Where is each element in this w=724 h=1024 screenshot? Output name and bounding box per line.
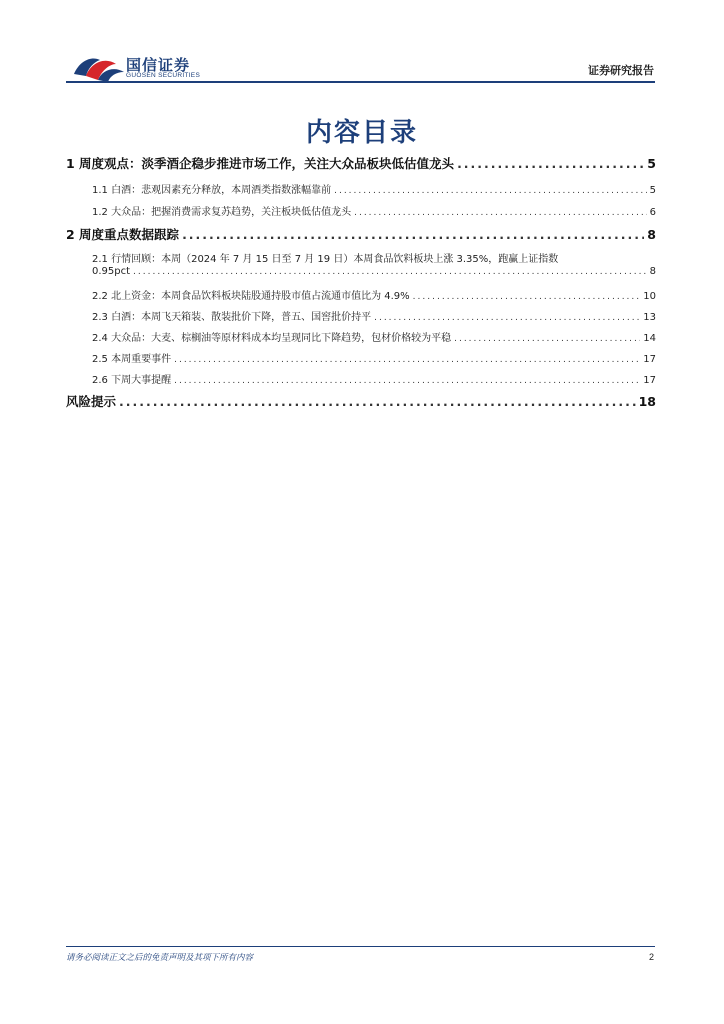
toc-entry-label: 2.4 大众品：大麦、棕榈油等原材料成本均呈现同比下降趋势，包材价格较为平稳 bbox=[92, 333, 452, 344]
brand-name-cn: 国信证券 bbox=[126, 56, 191, 74]
footer-divider bbox=[66, 946, 655, 947]
dot-leader bbox=[354, 208, 647, 218]
toc-entry-label: 2.6 下周大事提醒 bbox=[92, 375, 172, 386]
toc-entry-label: 风险提示 bbox=[66, 394, 117, 409]
page-number: 2 bbox=[648, 952, 654, 962]
toc-entry-page: 17 bbox=[643, 375, 656, 386]
toc-entry-label: 2 周度重点数据跟踪 bbox=[66, 227, 180, 242]
toc-entry-2-1-cont[interactable] bbox=[66, 266, 656, 277]
toc-entry-page: 5 bbox=[647, 156, 656, 171]
toc-entry-1[interactable] bbox=[66, 154, 656, 172]
toc-entry-1-2[interactable] bbox=[66, 203, 656, 218]
dot-leader bbox=[334, 186, 647, 196]
toc-entry-page: 8 bbox=[649, 266, 656, 277]
toc-entry-page: 6 bbox=[649, 207, 656, 218]
page-header bbox=[66, 50, 656, 84]
dot-leader bbox=[133, 267, 647, 277]
toc-entry-label: 1 周度观点：淡季酒企稳步推进市场工作，关注大众品板块低估值龙头 bbox=[66, 156, 455, 171]
toc-entry-label: 2.1 行情回顾：本周（2024 年 7 月 15 日至 7 月 19 日）本周食品饮料板块上涨 3.35%，跑赢上证指数 bbox=[92, 254, 559, 265]
dot-leader bbox=[174, 376, 640, 386]
toc-entry-page: 8 bbox=[647, 227, 656, 242]
toc-entry-label: 1.2 大众品：把握消费需求复苏趋势，关注板块低估值龙头 bbox=[92, 207, 352, 218]
toc-entry-2-2[interactable] bbox=[66, 287, 656, 302]
header-divider bbox=[66, 81, 655, 83]
brand-name-en: GUOSEN SECURITIES bbox=[126, 72, 201, 79]
toc-entry-2-4[interactable] bbox=[66, 329, 656, 344]
toc-entry-page: 10 bbox=[643, 291, 656, 302]
toc-entry-2[interactable] bbox=[66, 225, 656, 243]
toc-entry-risk[interactable] bbox=[66, 392, 656, 410]
dot-leader bbox=[454, 334, 640, 344]
dot-leader bbox=[457, 156, 644, 171]
dot-leader bbox=[374, 313, 640, 323]
toc-entry-page: 18 bbox=[638, 394, 656, 409]
footer-disclaimer: 请务必阅读正文之后的免责声明及其项下所有内容 bbox=[66, 953, 254, 963]
toc-entry-2-3[interactable] bbox=[66, 308, 656, 323]
toc-entry-page: 17 bbox=[643, 354, 656, 365]
guosen-logo-icon bbox=[70, 50, 126, 84]
toc-entry-label: 2.5 本周重要事件 bbox=[92, 354, 172, 365]
toc-entry-label: 2.3 白酒：本周飞天箱装、散装批价下降，普五、国窖批价持平 bbox=[92, 312, 372, 323]
toc-entry-label: 1.1 白酒：悲观因素充分释放，本周酒类指数涨幅靠前 bbox=[92, 185, 332, 196]
toc-entry-label-cont: 0.95pct bbox=[92, 266, 131, 277]
dot-leader bbox=[174, 355, 640, 365]
toc-entry-2-6[interactable] bbox=[66, 371, 656, 386]
toc-entry-1-1[interactable] bbox=[66, 181, 656, 196]
toc-title: 内容目录 bbox=[305, 118, 418, 148]
toc-entry-page: 14 bbox=[643, 333, 656, 344]
toc-entry-page: 13 bbox=[643, 312, 656, 323]
toc-entry-2-5[interactable] bbox=[66, 350, 656, 365]
toc-entry-label: 2.2 北上资金：本周食品饮料板块陆股通持股市值占流通市值比为 4.9% bbox=[92, 291, 410, 302]
report-type-label: 证券研究报告 bbox=[588, 64, 654, 77]
toc-entry-page: 5 bbox=[649, 185, 656, 196]
dot-leader bbox=[182, 227, 644, 242]
dot-leader bbox=[413, 292, 641, 302]
dot-leader bbox=[119, 394, 636, 409]
toc-entry-2-1[interactable] bbox=[92, 250, 656, 265]
